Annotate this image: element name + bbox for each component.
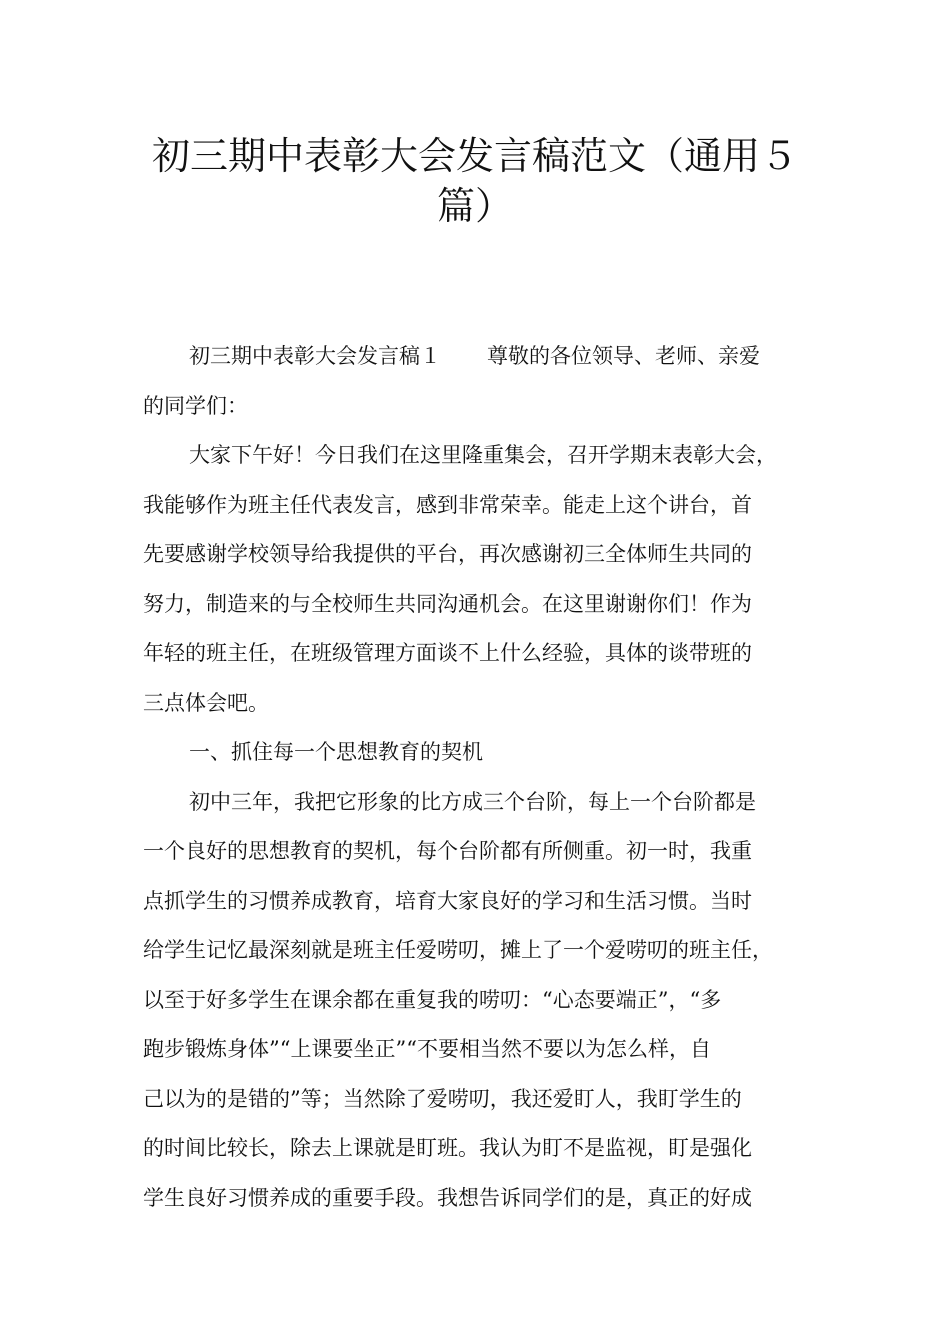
body-text-segment: 以至于好多学生在课余都在重复我的唠叨：“心态要端正”，“多 bbox=[143, 987, 722, 1012]
body-text-line bbox=[143, 926, 823, 976]
body-text-line bbox=[143, 1075, 823, 1125]
document-title-line-2: 篇） bbox=[436, 184, 513, 228]
body-text-line bbox=[143, 332, 823, 382]
body-text-line bbox=[143, 827, 823, 877]
body-text-segment: 学生良好习惯养成的重要手段。我想告诉同学们的是，真正的好成 bbox=[143, 1185, 752, 1210]
body-text-line bbox=[143, 976, 823, 1026]
body-text-segment: 给学生记忆最深刻就是班主任爱唠叨，摊上了一个爱唠叨的班主任， bbox=[143, 938, 773, 962]
body-text-line bbox=[143, 877, 823, 927]
body-text-segment: 年轻的班主任，在班级管理方面谈不上什么经验，具体的谈带班的 bbox=[143, 641, 752, 665]
body-text-line bbox=[143, 431, 823, 481]
document-body bbox=[143, 332, 823, 1223]
body-text-segment: 一个良好的思想教育的契机，每个台阶都有所侧重。初一时，我重 bbox=[143, 839, 752, 863]
body-text-segment: 一、抓住每一个思想教育的契机 bbox=[189, 740, 483, 764]
body-text-line bbox=[143, 382, 823, 432]
body-text-segment: 努力，制造来的与全校师生共同沟通机会。在这里谢谢你们！作为 bbox=[143, 591, 752, 616]
body-text-segment: 尊敬的各位领导、老师、亲爱 bbox=[487, 344, 760, 368]
body-text-line bbox=[143, 728, 823, 778]
document-title-line-1: 初三期中表彰大会发言稿范文（通用５ bbox=[151, 134, 798, 178]
body-text-line bbox=[143, 580, 823, 630]
body-text-segment: 大家下午好！今日我们在这里隆重集会，召开学期末表彰大会， bbox=[189, 443, 777, 467]
body-text-line bbox=[143, 1025, 823, 1075]
body-text-segment: 的同学们： bbox=[143, 393, 248, 418]
body-text-segment: 点抓学生的习惯养成教育，培育大家良好的学习和生活习惯。当时 bbox=[143, 888, 752, 913]
body-text-line bbox=[143, 679, 823, 729]
body-text-segment: 己以为的是错的”等；当然除了爱唠叨，我还爱盯人，我盯学生的 bbox=[143, 1086, 742, 1111]
body-text-segment: 跑步锻炼身体”“上课要坐正”“不要相当然不要以为怎么样，自 bbox=[143, 1037, 711, 1061]
body-text-segment: 先要感谢学校领导给我提供的平台，再次感谢初三全体师生共同的 bbox=[143, 542, 752, 566]
body-text-line bbox=[143, 1174, 823, 1224]
body-text-segment: 三点体会吧。 bbox=[143, 690, 269, 715]
body-text-line bbox=[143, 530, 823, 580]
body-text-segment: 我能够作为班主任代表发言，感到非常荣幸。能走上这个讲台，首 bbox=[143, 492, 752, 517]
body-text-line bbox=[143, 778, 823, 828]
body-text-segment: 初三期中表彰大会发言稿１ bbox=[189, 344, 441, 368]
body-text-line bbox=[143, 1124, 823, 1174]
body-text-line bbox=[143, 481, 823, 531]
body-text-segment: 的时间比较长，除去上课就是盯班。我认为盯不是监视，盯是强化 bbox=[143, 1136, 752, 1160]
body-text-segment: 初中三年，我把它形象的比方成三个台阶，每上一个台阶都是 bbox=[189, 789, 756, 814]
body-text-line bbox=[143, 629, 823, 679]
